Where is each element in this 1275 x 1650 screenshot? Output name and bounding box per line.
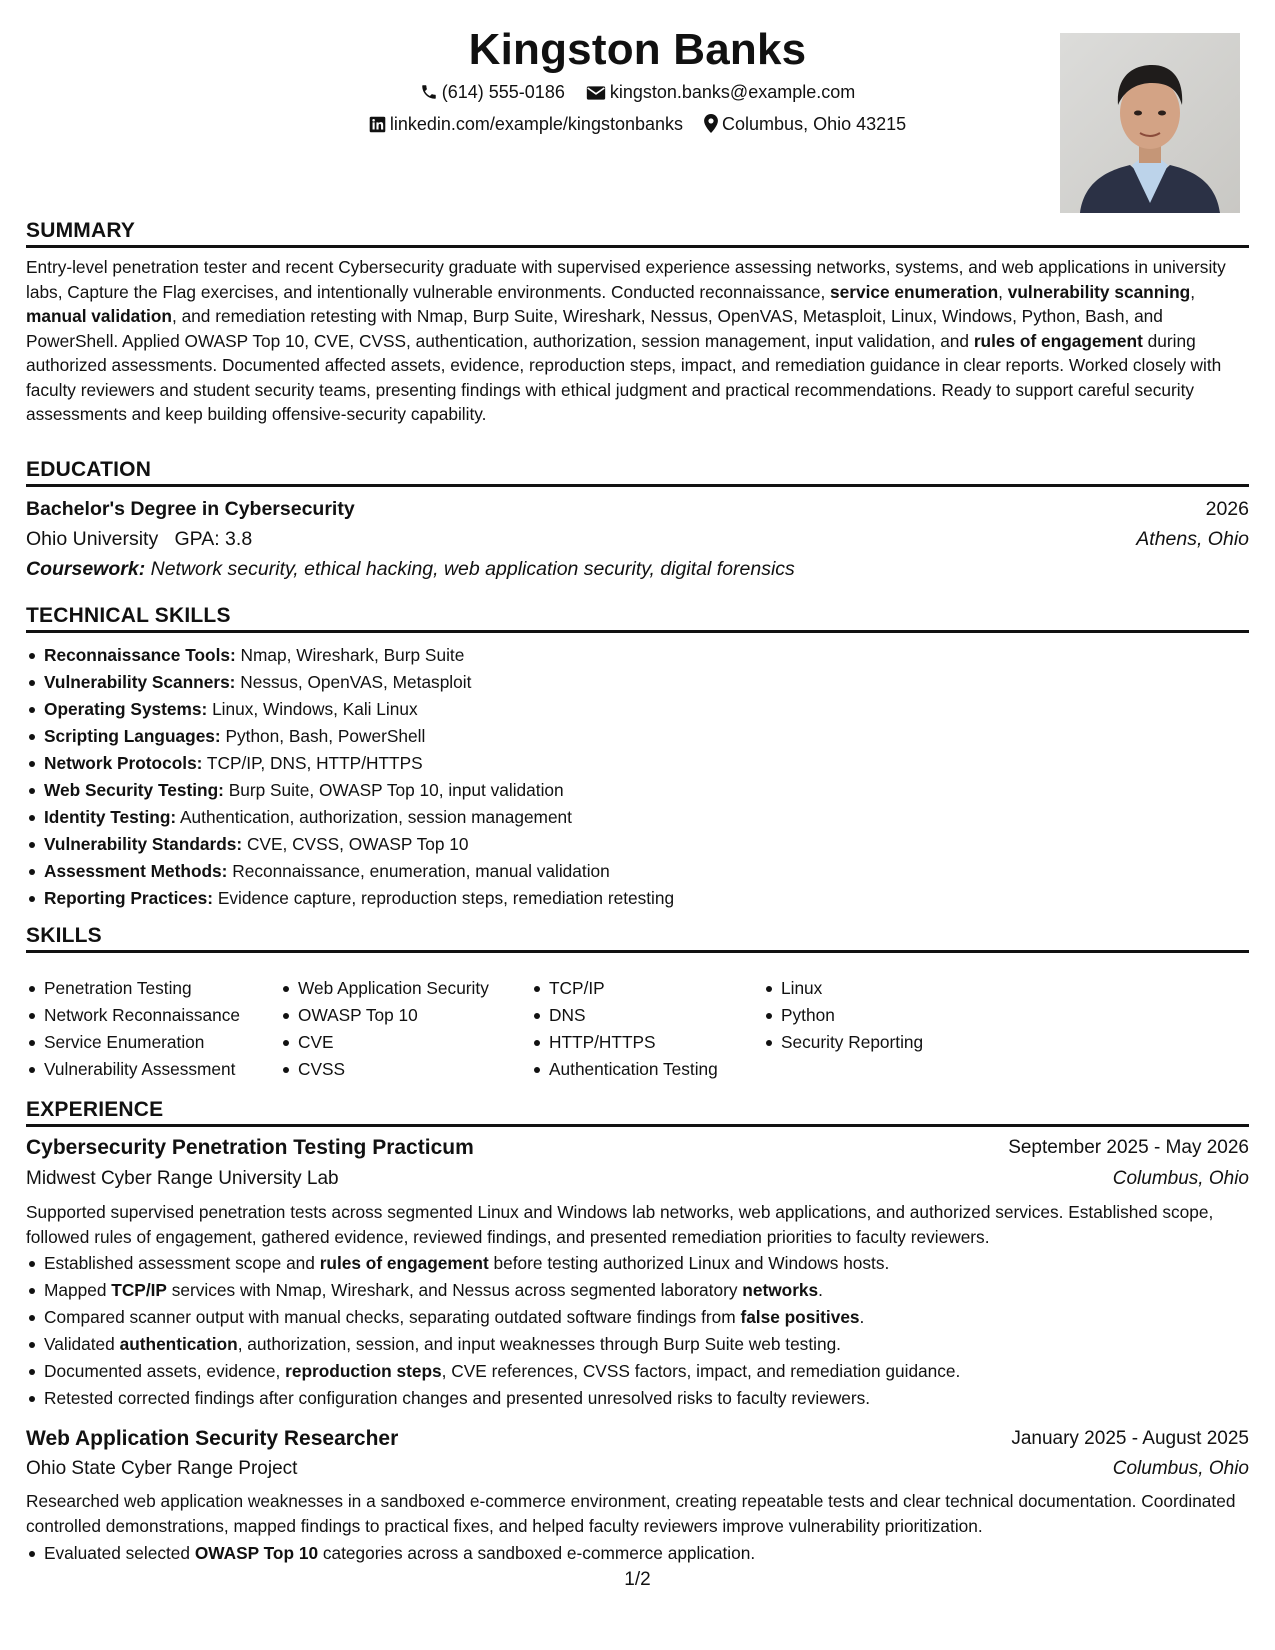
location-contact <box>704 112 906 139</box>
job-bullet <box>26 1540 755 1567</box>
skill-item: Linux <box>763 975 923 1002</box>
skills-heading: SKILLS <box>26 924 102 947</box>
job-dates: September 2025 - May 2026 <box>1008 1137 1249 1158</box>
coursework-line <box>26 557 795 581</box>
skill-category-label: Identity Testing: <box>44 807 177 827</box>
summary-heading: SUMMARY <box>26 219 136 242</box>
bold-phrase: vulnerability scanning <box>1007 281 1191 302</box>
skill-category-value: Authentication, authorization, session management <box>176 807 572 827</box>
job-location: Columbus, Ohio <box>1112 1168 1249 1189</box>
skill-category-label: Network Protocols: <box>44 753 203 773</box>
school-line <box>26 527 252 551</box>
text-run: Validated <box>44 1334 120 1354</box>
job-dates: January 2025 - August 2025 <box>1011 1428 1249 1449</box>
text-run: Documented assets, evidence, <box>44 1361 286 1381</box>
job-bullet <box>26 1385 960 1412</box>
resume-header <box>26 0 1249 220</box>
job-bullet <box>26 1331 960 1358</box>
text-run: , and remediation retesting with Nmap, Burp Suite, Wireshark, Nessus, OpenVAS, Metasploit, Linux, Windows, Python, Bash, and PowerShell. Applied OWASP Top 10, CVE, CVSS, authentication, authorization, session management, input validation, and <box>26 306 1163 351</box>
skill-item: Security Reporting <box>763 1029 923 1056</box>
skill-category-value: Linux, Windows, Kali Linux <box>207 699 418 719</box>
text-run: . <box>818 1280 823 1300</box>
job-location: Columbus, Ohio <box>1112 1458 1249 1479</box>
bold-phrase: authentication <box>119 1334 238 1354</box>
text-run: services with Nmap, Wireshark, and Nessus across segmented laboratory <box>166 1280 743 1300</box>
job-organization: Ohio State Cyber Range Project <box>26 1458 298 1479</box>
skill-category-label: Assessment Methods: <box>44 861 228 881</box>
skill-item: Network Reconnaissance <box>26 1002 240 1029</box>
skill-category-value: TCP/IP, DNS, HTTP/HTTPS <box>202 753 423 773</box>
bold-phrase: false positives <box>740 1307 860 1327</box>
job-title: Cybersecurity Penetration Testing Practicum <box>26 1136 474 1159</box>
skill-item: DNS <box>531 1002 718 1029</box>
skill-category-value: Nessus, OpenVAS, Metasploit <box>235 672 472 692</box>
skills-column-3 <box>531 975 718 1083</box>
linkedin-icon <box>369 115 386 139</box>
skill-category-value: Burp Suite, OWASP Top 10, input validation <box>223 780 564 800</box>
experience-heading: EXPERIENCE <box>26 1098 164 1121</box>
resume-page <box>26 0 1249 1650</box>
technical-skill-item <box>26 696 674 723</box>
job-bullet <box>26 1277 960 1304</box>
skill-item: Python <box>763 1002 923 1029</box>
skills-divider <box>26 950 1249 953</box>
skill-item: Penetration Testing <box>26 975 240 1002</box>
text-run: , authorization, session, and input weaknesses through Burp Suite web testing. <box>237 1334 841 1354</box>
school-location: Athens, Ohio <box>1136 528 1249 550</box>
email-contact <box>586 80 855 107</box>
job-description: Researched web application weaknesses in a sandboxed e-commerce environment, creating repeatable tests and clear technical documentation. Coordinated controlled demonstrations, mapped findings to practical fixes, and helped faculty reviewers improve vulnerability prioritization. <box>26 1491 1236 1536</box>
technical-skill-item <box>26 723 674 750</box>
profile-photo <box>1060 33 1240 213</box>
technical-skill-item <box>26 885 674 912</box>
text-run: Retested corrected findings after configuration changes and presented unresolved risks to faculty reviewers. <box>44 1388 871 1408</box>
technical-skill-item <box>26 831 674 858</box>
bold-phrase: rules of engagement <box>319 1253 489 1273</box>
linkedin-text[interactable]: linkedin.com/example/kingstonbanks <box>389 114 684 134</box>
experience-divider <box>26 1124 1249 1127</box>
skills-column-2 <box>280 975 489 1083</box>
skill-item: Web Application Security <box>280 975 489 1002</box>
bold-phrase: reproduction steps <box>285 1361 442 1381</box>
skill-category-label: Vulnerability Scanners: <box>44 672 236 692</box>
technical-skill-item <box>26 858 674 885</box>
text-run: Entry-level penetration tester and recent Cybersecurity graduate with supervised experience assessing networks, systems, and web applications in university labs, Capture the Flag exercises, and intentionally vulnerable environments. Conducted reconnaissance, <box>26 257 1226 302</box>
graduation-year: 2026 <box>1205 498 1249 520</box>
page-number: 1/2 <box>624 1569 651 1590</box>
skill-category-label: Reporting Practices: <box>44 888 214 908</box>
technical-skills-heading: TECHNICAL SKILLS <box>26 604 231 627</box>
job-bullet <box>26 1358 960 1385</box>
technical-skills-divider <box>26 630 1249 633</box>
text-run: , CVE references, CVSS factors, impact, and remediation guidance. <box>441 1361 961 1381</box>
candidate-name: Kingston Banks <box>468 25 807 74</box>
skill-item: CVSS <box>280 1056 489 1083</box>
skills-column-1 <box>26 975 240 1083</box>
degree-title: Bachelor's Degree in Cybersecurity <box>26 498 355 520</box>
job-description: Supported supervised penetration tests across segmented Linux and Windows lab networks, web applications, and authorized services. Established scope, followed rules of engagement, gathered evidence, reviewed findings, and presented remediation priorities to faculty reviewers. <box>26 1202 1214 1247</box>
bold-phrase: rules of engagement <box>973 330 1143 351</box>
skill-item: Authentication Testing <box>531 1056 718 1083</box>
job-bullet <box>26 1250 960 1277</box>
skill-category-label: Reconnaissance Tools: <box>44 645 236 665</box>
skill-category-value: Reconnaissance, enumeration, manual validation <box>227 861 610 881</box>
text-run: Mapped <box>44 1280 112 1300</box>
skill-category-label: Operating Systems: <box>44 699 208 719</box>
coursework-label: Coursework: <box>26 558 146 580</box>
text-run: , <box>998 281 1008 302</box>
text-run: before testing authorized Linux and Windows hosts. <box>488 1253 890 1273</box>
technical-skill-item <box>26 750 674 777</box>
job-title: Web Application Security Researcher <box>26 1427 399 1450</box>
skill-item: TCP/IP <box>531 975 718 1002</box>
education-divider <box>26 484 1249 487</box>
linkedin-contact <box>369 112 683 139</box>
bold-phrase: manual validation <box>26 306 172 326</box>
bold-phrase: TCP/IP <box>111 1280 167 1300</box>
bold-phrase: networks <box>742 1280 819 1300</box>
text-run: , <box>1190 281 1196 302</box>
skill-category-label: Scripting Languages: <box>44 726 221 746</box>
text-run: during authorized assessments. Documented affected assets, evidence, reproduction steps, impact, and remediation guidance in clear reports. Worked closely with faculty reviewers and student security teams, presenting findings with ethical judgment and practical recommendations. Ready to support careful security assessments and keep building offensive-security capability. <box>26 330 1222 424</box>
phone-text[interactable]: (614) 555-0186 <box>441 82 565 102</box>
phone-contact <box>420 80 565 107</box>
bold-phrase: OWASP Top 10 <box>194 1543 319 1563</box>
text-run: categories across a sandboxed e-commerce application. <box>318 1543 756 1563</box>
text-run: Evaluated selected <box>44 1543 195 1563</box>
text-run: Compared scanner output with manual checks, separating outdated software findings from <box>44 1307 741 1327</box>
email-text[interactable]: kingston.banks@example.com <box>609 82 856 102</box>
skill-item: Service Enumeration <box>26 1029 240 1056</box>
skill-category-value: CVE, CVSS, OWASP Top 10 <box>242 834 469 854</box>
technical-skill-item <box>26 669 674 696</box>
skill-category-label: Web Security Testing: <box>44 780 224 800</box>
technical-skills-list <box>26 642 674 912</box>
technical-skill-item <box>26 642 674 669</box>
bold-phrase: service enumeration <box>830 281 999 302</box>
skill-category-value: Nmap, Wireshark, Burp Suite <box>235 645 465 665</box>
school-name: Ohio University <box>26 528 159 550</box>
skill-item: Vulnerability Assessment <box>26 1056 240 1083</box>
skill-item: HTTP/HTTPS <box>531 1029 718 1056</box>
envelope-icon <box>586 83 606 107</box>
summary-text <box>26 255 1249 427</box>
summary-divider <box>26 245 1249 248</box>
skills-column-4 <box>763 975 923 1056</box>
job-bullet <box>26 1304 960 1331</box>
education-heading: EDUCATION <box>26 458 152 481</box>
text-run: . <box>859 1307 865 1327</box>
coursework-text: Network security, ethical hacking, web application security, digital forensics <box>150 558 795 580</box>
job-organization: Midwest Cyber Range University Lab <box>26 1168 339 1189</box>
skill-item: CVE <box>280 1029 489 1056</box>
skill-category-value: Python, Bash, PowerShell <box>220 726 426 746</box>
skill-category-label: Vulnerability Standards: <box>44 834 243 854</box>
skill-category-value: Evidence capture, reproduction steps, remediation retesting <box>213 888 675 908</box>
technical-skill-item <box>26 804 674 831</box>
gpa: GPA: 3.8 <box>174 528 253 550</box>
location-text: Columbus, Ohio 43215 <box>722 114 907 134</box>
text-run: Established assessment scope and <box>44 1253 320 1273</box>
technical-skill-item <box>26 777 674 804</box>
job-bullets <box>26 1250 960 1412</box>
skill-item: OWASP Top 10 <box>280 1002 489 1029</box>
job-bullets <box>26 1540 755 1567</box>
phone-icon <box>420 83 438 107</box>
map-pin-icon <box>704 114 718 139</box>
